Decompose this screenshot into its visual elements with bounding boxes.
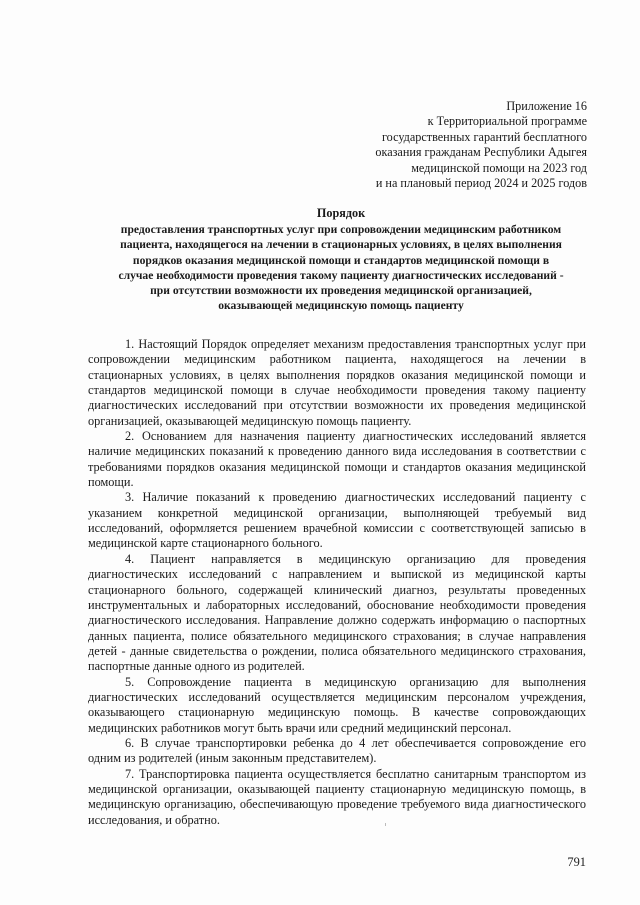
paragraph-5: 5. Сопровождение пациента в медицинскую организацию для выполнения диагностических исследований осуществляется медицинским персоналом учреждения, оказывающего стационарную медицинскую помощь. В качестве сопровождающих медицинских работников могут быть врачи или средний медицинский персонал. [88,674,586,735]
paragraph-4: 4. Пациент направляется в медицинскую организацию для проведения диагностических исследований с направлением и выпиской из медицинской карты стационарного больного, содержащей клинический диагноз, результаты проведенных инструментальных и лабораторных исследований, обоснование необходимости проведения диагностического исследования. Направление должно содержать информацию о паспортных данных пациента, полисе обязательного медицинского страхования; в случае направления детей - данные свидетельства о рождении, полиса обязательного медицинского страхования, паспортные данные одного из родителей. [88,551,586,674]
paragraph-6: 6. В случае транспортировки ребенка до 4 лет обеспечивается сопровождение его одним из родителей (иным законным представителем). [88,735,586,766]
document-title [76,206,606,313]
page-number: 791 [567,855,586,869]
title-heading: Порядок [316,206,366,220]
title-line: пациента, находящегося на лечении в стационарных условиях, в целях выполнения [120,238,562,252]
title-line: порядков оказания медицинской помощи и стандартов медицинской помощи в [132,253,550,267]
appendix-line: к Территориальной программе [427,114,587,129]
appendix-reference [287,99,587,191]
scan-artifact [385,823,386,826]
appendix-line: оказания гражданам Республики Адыгея [375,145,587,160]
paragraph-3: 3. Наличие показаний к проведению диагностических исследований пациенту с указанием конкретной медицинской организации, выполняющей требуемый вид исследований, оформляется решением врачебной комиссии с соответствующей записью в медицинской карте стационарного больного. [88,490,586,551]
title-line: предоставления транспортных услуг при сопровождении медицинским работником [120,223,562,237]
paragraph-2: 2. Основанием для назначения пациенту диагностических исследований является наличие медицинских показаний к проведению данного вида исследования в соответствии с требованиями порядков оказания медицинской помощи и стандартов оказания медицинской помощи. [88,429,586,490]
appendix-line: государственных гарантий бесплатного [381,129,587,144]
title-line: при отсутствии возможности их проведения медицинской организацией, [150,284,532,298]
appendix-line: медицинской помощи на 2023 год [411,160,587,175]
title-line: оказывающей медицинскую помощь пациенту [218,299,464,313]
paragraph-7: 7. Транспортировка пациента осуществляется бесплатно санитарным транспортом из медицинской организации, оказывающей пациенту стационарную медицинскую помощь, в медицинскую организацию, обеспечивающую проведение требуемого вида диагностического исследования, и обратно. [88,766,586,827]
appendix-line: и на плановый период 2024 и 2025 годов [375,176,587,191]
paragraph-1: 1. Настоящий Порядок определяет механизм предоставления транспортных услуг при сопровождении медицинским работником пациента, находящегося на лечении в стационарных условиях, в целях выполнения порядков оказания медицинской помощи и стандартов медицинской помощи в случае необходимости проведения такому пациенту диагностических исследований при отсутствии возможности их проведения медицинской организацией, оказывающей медицинскую помощь пациенту. [88,337,586,428]
document-body [88,337,586,828]
appendix-line: Приложение 16 [506,99,587,113]
title-line: случае необходимости проведения такому пациенту диагностических исследований - [118,268,564,282]
